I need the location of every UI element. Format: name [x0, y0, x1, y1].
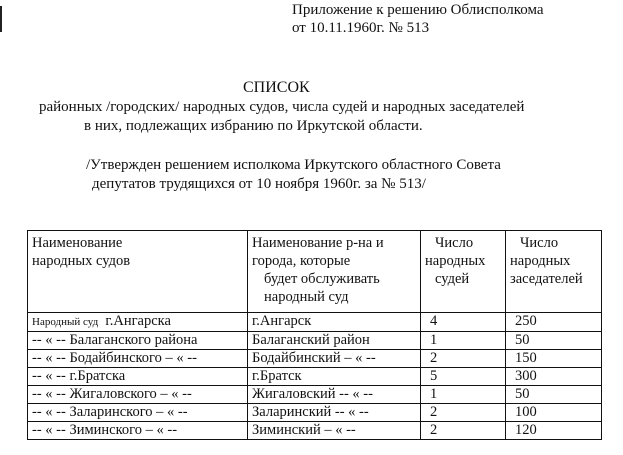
court-cell: -- « -- Заларинского – « --: [28, 404, 248, 422]
area-cell: г.Ангарск: [248, 313, 421, 332]
court-cell: -- « -- Балаганского района: [28, 332, 248, 350]
appendix-line-1: Приложение к решению Облисполкома: [292, 2, 544, 18]
court-cell: -- « -- Бодайбинского – « --: [28, 350, 248, 368]
assessors-cell: 50: [506, 332, 602, 350]
judges-cell: 1: [421, 386, 506, 404]
area-cell: Балаганский район: [248, 332, 421, 350]
table-row: [28, 368, 602, 386]
assessors-cell: 150: [506, 350, 602, 368]
judges-cell: 4: [421, 313, 506, 332]
area-cell: Заларинский -- « --: [248, 404, 421, 422]
judges-cell: 1: [421, 332, 506, 350]
court-cell: Народный суд г.Ангарска: [28, 313, 248, 332]
judges-cell: 2: [421, 404, 506, 422]
approval-line-1: /Утвержден решением исполкома Иркутского областного Совета: [86, 157, 501, 173]
subtitle-line-2: в них, подлежащих избранию по Иркутской области.: [84, 118, 423, 134]
assessors-cell: 100: [506, 404, 602, 422]
document-title: СПИСОК: [243, 79, 310, 96]
assessors-cell: 120: [506, 422, 602, 440]
assessors-cell: 250: [506, 313, 602, 332]
judges-cell: 5: [421, 368, 506, 386]
scan-edge-mark: [0, 6, 2, 32]
court-cell: -- « -- Жигаловского – « --: [28, 386, 248, 404]
subtitle-line-1: районных /городских/ народных судов, числа судей и народных заседателей: [39, 99, 525, 115]
court-cell: -- « -- Зиминского – « --: [28, 422, 248, 440]
table-row: [28, 422, 602, 440]
table-row: [28, 313, 602, 332]
judges-cell: 2: [421, 422, 506, 440]
header-assessors-count: Число народных заседателей: [506, 231, 602, 313]
header-area-name: Наименование р-на и города, которые будет обслуживать народный суд: [248, 231, 421, 313]
header-judges-count: Число народных судей: [421, 231, 506, 313]
area-cell: Жигаловский -- « --: [248, 386, 421, 404]
courts-table: [27, 230, 602, 440]
court-cell: -- « -- г.Братска: [28, 368, 248, 386]
appendix-line-2: от 10.11.1960г. № 513: [292, 20, 430, 36]
table-row: [28, 350, 602, 368]
area-cell: г.Братск: [248, 368, 421, 386]
table-row: [28, 332, 602, 350]
assessors-cell: 300: [506, 368, 602, 386]
table-header-row: [28, 231, 602, 313]
table-row: [28, 386, 602, 404]
area-cell: Бодайбинский – « --: [248, 350, 421, 368]
approval-line-2: депутатов трудящихся от 10 ноября 1960г. за № 513/: [92, 176, 426, 192]
header-court-name: Наименование народных судов: [28, 231, 248, 313]
assessors-cell: 50: [506, 386, 602, 404]
table-row: [28, 404, 602, 422]
judges-cell: 2: [421, 350, 506, 368]
area-cell: Зиминский – « --: [248, 422, 421, 440]
